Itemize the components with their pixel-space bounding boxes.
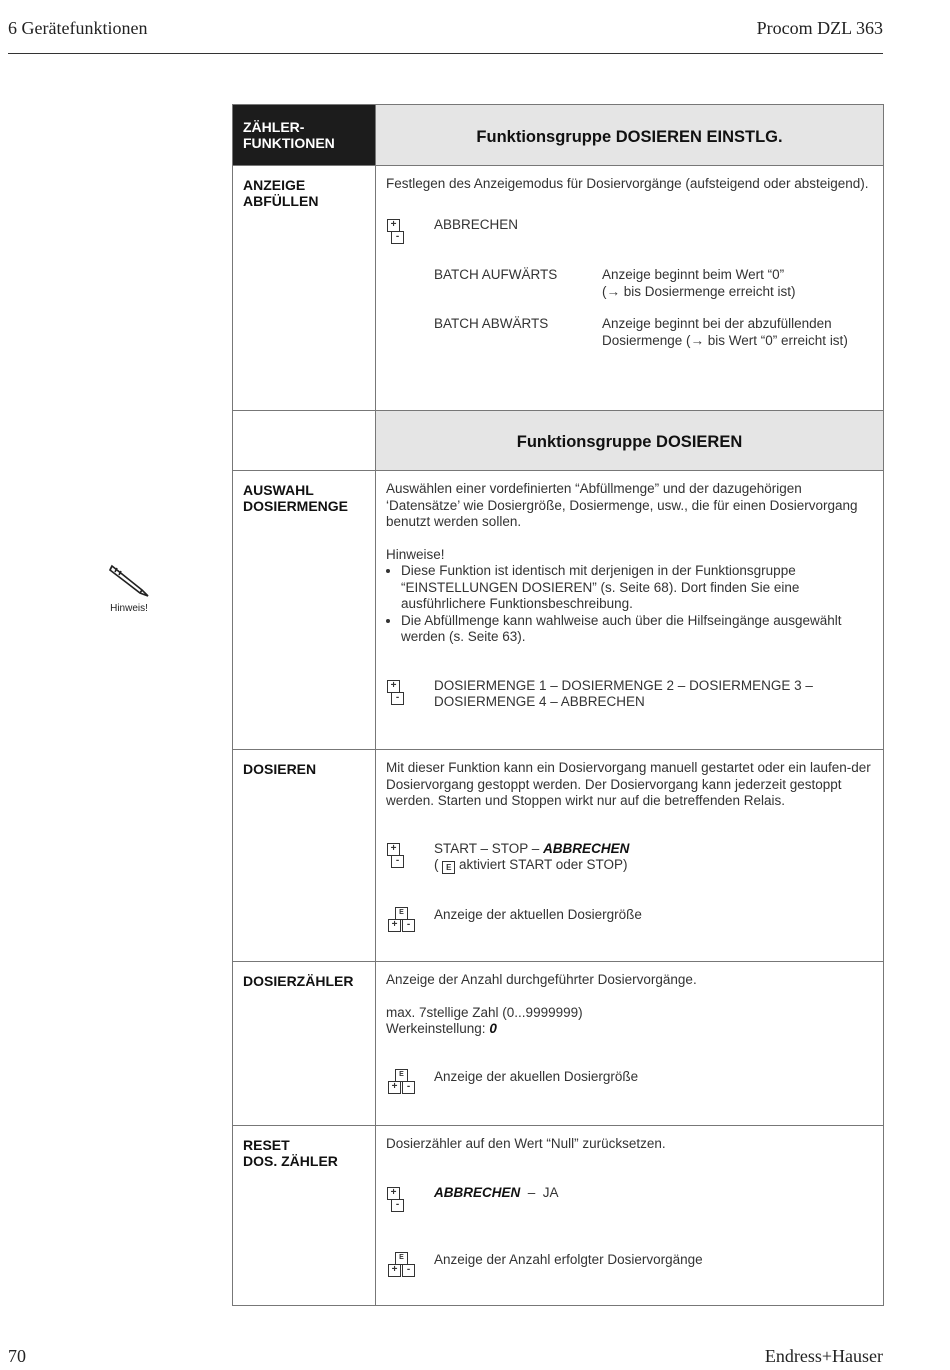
table-row — [233, 750, 884, 962]
group-header-dosieren — [376, 411, 884, 471]
enter-plus-minus-key-icon: E + - — [386, 1069, 418, 1095]
page-number: 70 — [8, 1346, 26, 1366]
option-detail: BATCH ABWÄRTS Anzeige beginnt bei der abzufüllenden Dosiermenge (→ bis Wert “0” erreicht ist) — [434, 316, 848, 348]
option-text: Anzeige der akuellen Dosiergröße — [434, 1068, 639, 1084]
header-product: Procom DZL 363 — [756, 18, 883, 38]
option-text: ABBRECHEN – JA — [434, 1184, 559, 1200]
option-text: START – STOP – ABBRECHEN ( E aktiviert START oder STOP) — [434, 840, 630, 872]
function-name: RESET DOS. ZÄHLER — [243, 1137, 338, 1169]
option-text: ABBRECHEN — [434, 216, 519, 232]
function-description: Anzeige der Anzahl durchgeführter Dosiervorgänge. — [386, 972, 697, 987]
option-text: DOSIERMENGE 1 – DOSIERMENGE 2 – DOSIERMENGE 3 – DOSIERMENGE 4 – ABBRECHEN — [434, 677, 813, 709]
option-row — [376, 1069, 883, 1100]
table-row — [233, 471, 884, 750]
pencil-note-icon — [104, 560, 154, 600]
header-rule — [8, 53, 883, 54]
plus-minus-key-icon: + - — [386, 1187, 404, 1215]
function-name: DOSIEREN — [243, 761, 317, 777]
option-row — [376, 907, 883, 938]
group-header-dosieren-einstlg — [376, 105, 884, 166]
notes — [376, 531, 883, 646]
notes-title: Hinweise! — [386, 546, 445, 562]
option-row — [376, 1252, 883, 1283]
value-range: max. 7stellige Zahl (0...9999999) Werkeinstellung: 0 — [386, 1004, 583, 1036]
hint-label: Hinweis! — [110, 603, 148, 614]
enter-plus-minus-key-icon: E + - — [386, 907, 418, 933]
plus-minus-key-icon: + - — [386, 219, 404, 247]
function-name: ANZEIGE ABFÜLLEN — [243, 177, 319, 209]
brand-logo: Endress+Hauser — [764, 1346, 883, 1366]
function-table — [232, 104, 884, 1306]
option-row — [376, 217, 883, 252]
enter-plus-minus-key-icon: E + - — [386, 1252, 418, 1278]
option-text: Anzeige der aktuellen Dosiergröße — [434, 907, 642, 922]
note-item: • Die Abfüllmenge kann wahlweise auch über die Hilfseingänge ausgewählt werden (s. Seite 63). — [401, 613, 873, 646]
table-row — [233, 1126, 884, 1306]
table-corner: ZÄHLER- FUNKTIONEN — [233, 105, 376, 166]
option-row — [376, 841, 883, 876]
group-title: Funktionsgruppe DOSIEREN EINSTLG. — [476, 128, 783, 146]
function-description: Auswählen einer vordefinierten “Abfüllmenge” und der dazugehörigen ‘Datensätze’ wie Dosiergröße, Dosiermenge, usw., die für einen Dosiervorgang benutzt werden sollen. — [386, 481, 858, 529]
option-text: Anzeige der Anzahl erfolgter Dosiervorgänge — [434, 1252, 703, 1267]
option-row — [376, 1185, 883, 1220]
plus-minus-key-icon: + - — [386, 680, 404, 708]
function-description: Festlegen des Anzeigemodus für Dosiervorgänge (aufsteigend oder absteigend). — [386, 176, 869, 191]
function-description: Dosierzähler auf den Wert “Null” zurücksetzen. — [386, 1136, 666, 1151]
function-description: Mit dieser Funktion kann ein Dosiervorgang manuell gestartet oder ein laufen-der Dosiervorgang gestoppt werden. Der Dosiervorgang kann jederzeit gestoppt werden. Starten und Stoppen wirkt nur auf die betreffenden Relais. — [386, 760, 871, 808]
plus-minus-key-icon: + - — [386, 843, 404, 871]
function-name: DOSIERZÄHLER — [243, 973, 354, 989]
table-row — [233, 166, 884, 411]
table-row — [233, 962, 884, 1126]
group-title: Funktionsgruppe DOSIEREN — [516, 433, 743, 451]
default-value: 0 — [489, 1021, 497, 1036]
enter-key-icon: E — [442, 861, 455, 874]
hint-marker — [100, 560, 158, 614]
option-row — [376, 678, 883, 713]
option-detail: BATCH AUFWÄRTS Anzeige beginnt beim Wert “0” (→ bis Dosiermenge erreicht ist) — [434, 267, 796, 299]
note-item: • Diese Funktion ist identisch mit derjenigen in der Funktionsgruppe “EINSTELLUNGEN DOSIEREN” (s. Seite 68). Dort finden Sie eine ausführlichere Funktionsbeschreibung. — [401, 563, 873, 613]
function-name: AUSWAHL DOSIERMENGE — [243, 482, 349, 514]
header-chapter: 6 Gerätefunktionen — [8, 18, 148, 38]
